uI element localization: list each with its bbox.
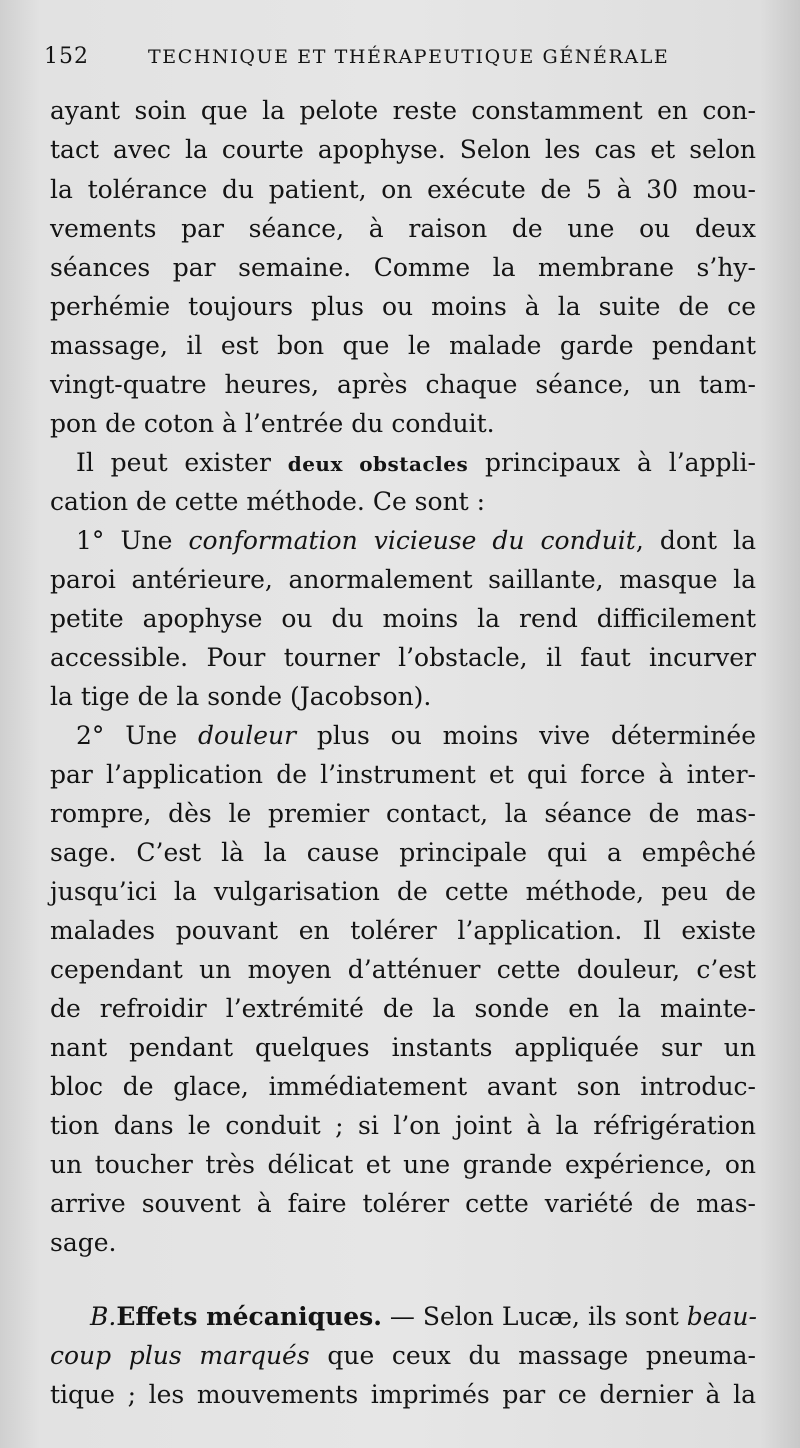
page-number: 152 xyxy=(44,44,89,69)
text-line: sage. xyxy=(50,1228,117,1257)
text-run: 1° Une xyxy=(76,526,189,555)
text-line: accessible. Pour tourner l’obstacle, il faut incurver xyxy=(50,643,756,672)
text-line: jusqu’ici la vulgarisation de cette méthode, peu de xyxy=(50,877,756,906)
text-line: tion dans le conduit ; si l’on joint à la réfrigération xyxy=(50,1111,756,1140)
italic-phrase: conformation vicieuse du conduit xyxy=(188,526,636,555)
text-line: un toucher très délicat et une grande expérience, on xyxy=(50,1150,756,1179)
text-line: massage, il est bon que le malade garde pendant xyxy=(50,331,756,360)
text-line: paroi antérieure, anormalement saillante, masque la xyxy=(50,565,756,594)
text-line: tact avec la courte apophyse. Selon les cas et selon xyxy=(50,135,756,164)
text-line xyxy=(50,1337,756,1375)
italic-phrase: douleur xyxy=(198,721,297,750)
text-line xyxy=(50,717,756,755)
text-line: ayant soin que la pelote reste constamment en con- xyxy=(50,96,756,125)
text-line: vingt-quatre heures, après chaque séance, un tam- xyxy=(50,370,756,399)
text-line: sage. C’est là la cause principale qui a empêché xyxy=(50,838,756,867)
running-head: TECHNIQUE ET THÉRAPEUTIQUE GÉNÉRALE xyxy=(148,46,670,68)
text-run: 2° Une xyxy=(76,721,199,750)
text-run: — Selon Lucæ, ils sont xyxy=(381,1302,687,1331)
italic-phrase: coup plus marqués xyxy=(50,1341,310,1370)
text-line: de refroidir l’extrémité de la sonde en la mainte- xyxy=(50,994,756,1023)
text-line: rompre, dès le premier contact, la séance de mas- xyxy=(50,799,756,828)
text-line: cation de cette méthode. Ce sont : xyxy=(50,487,486,516)
text-run: que ceux du massage pneuma- xyxy=(309,1341,756,1370)
text-line: tique ; les mouvements imprimés par ce dernier à la xyxy=(50,1380,756,1409)
text-line: bloc de glace, immédiatement avant son introduc- xyxy=(50,1072,756,1101)
section-heading: Effets mécaniques. xyxy=(116,1302,382,1331)
text-line: vements par séance, à raison de une ou deux xyxy=(50,214,756,243)
text-line: par l’application de l’instrument et qui force à inter- xyxy=(50,760,756,789)
text-line: cependant un moyen d’atténuer cette douleur, c’est xyxy=(50,955,756,984)
text-line: malades pouvant en tolérer l’application. Il existe xyxy=(50,916,756,945)
text-run: Il peut exister xyxy=(76,448,288,477)
text-run: , dont la xyxy=(635,526,756,555)
text-line: la tolérance du patient, on exécute de 5 à 30 mou- xyxy=(50,175,756,204)
text-line xyxy=(50,1298,756,1336)
text-line: perhémie toujours plus ou moins à la suite de ce xyxy=(50,292,756,321)
text-line: la tige de la sonde (Jacobson). xyxy=(50,682,432,711)
text-run: plus ou moins vive déterminée xyxy=(296,721,756,750)
italic-phrase: beau- xyxy=(686,1302,757,1331)
text-line xyxy=(50,444,756,482)
text-run: principaux à l’appli- xyxy=(468,448,756,477)
bold-phrase: deux obstacles xyxy=(287,452,469,476)
text-line: arrive souvent à faire tolérer cette variété de mas- xyxy=(50,1189,756,1218)
text-line: pon de coton à l’entrée du conduit. xyxy=(50,409,495,438)
section-letter: B. xyxy=(90,1302,117,1331)
page-header xyxy=(44,44,756,78)
text-line: séances par semaine. Comme la membrane s’hy- xyxy=(50,253,756,282)
text-line xyxy=(50,522,756,560)
text-line: petite apophyse ou du moins la rend difficilement xyxy=(50,604,756,633)
text-line: nant pendant quelques instants appliquée sur un xyxy=(50,1033,756,1062)
